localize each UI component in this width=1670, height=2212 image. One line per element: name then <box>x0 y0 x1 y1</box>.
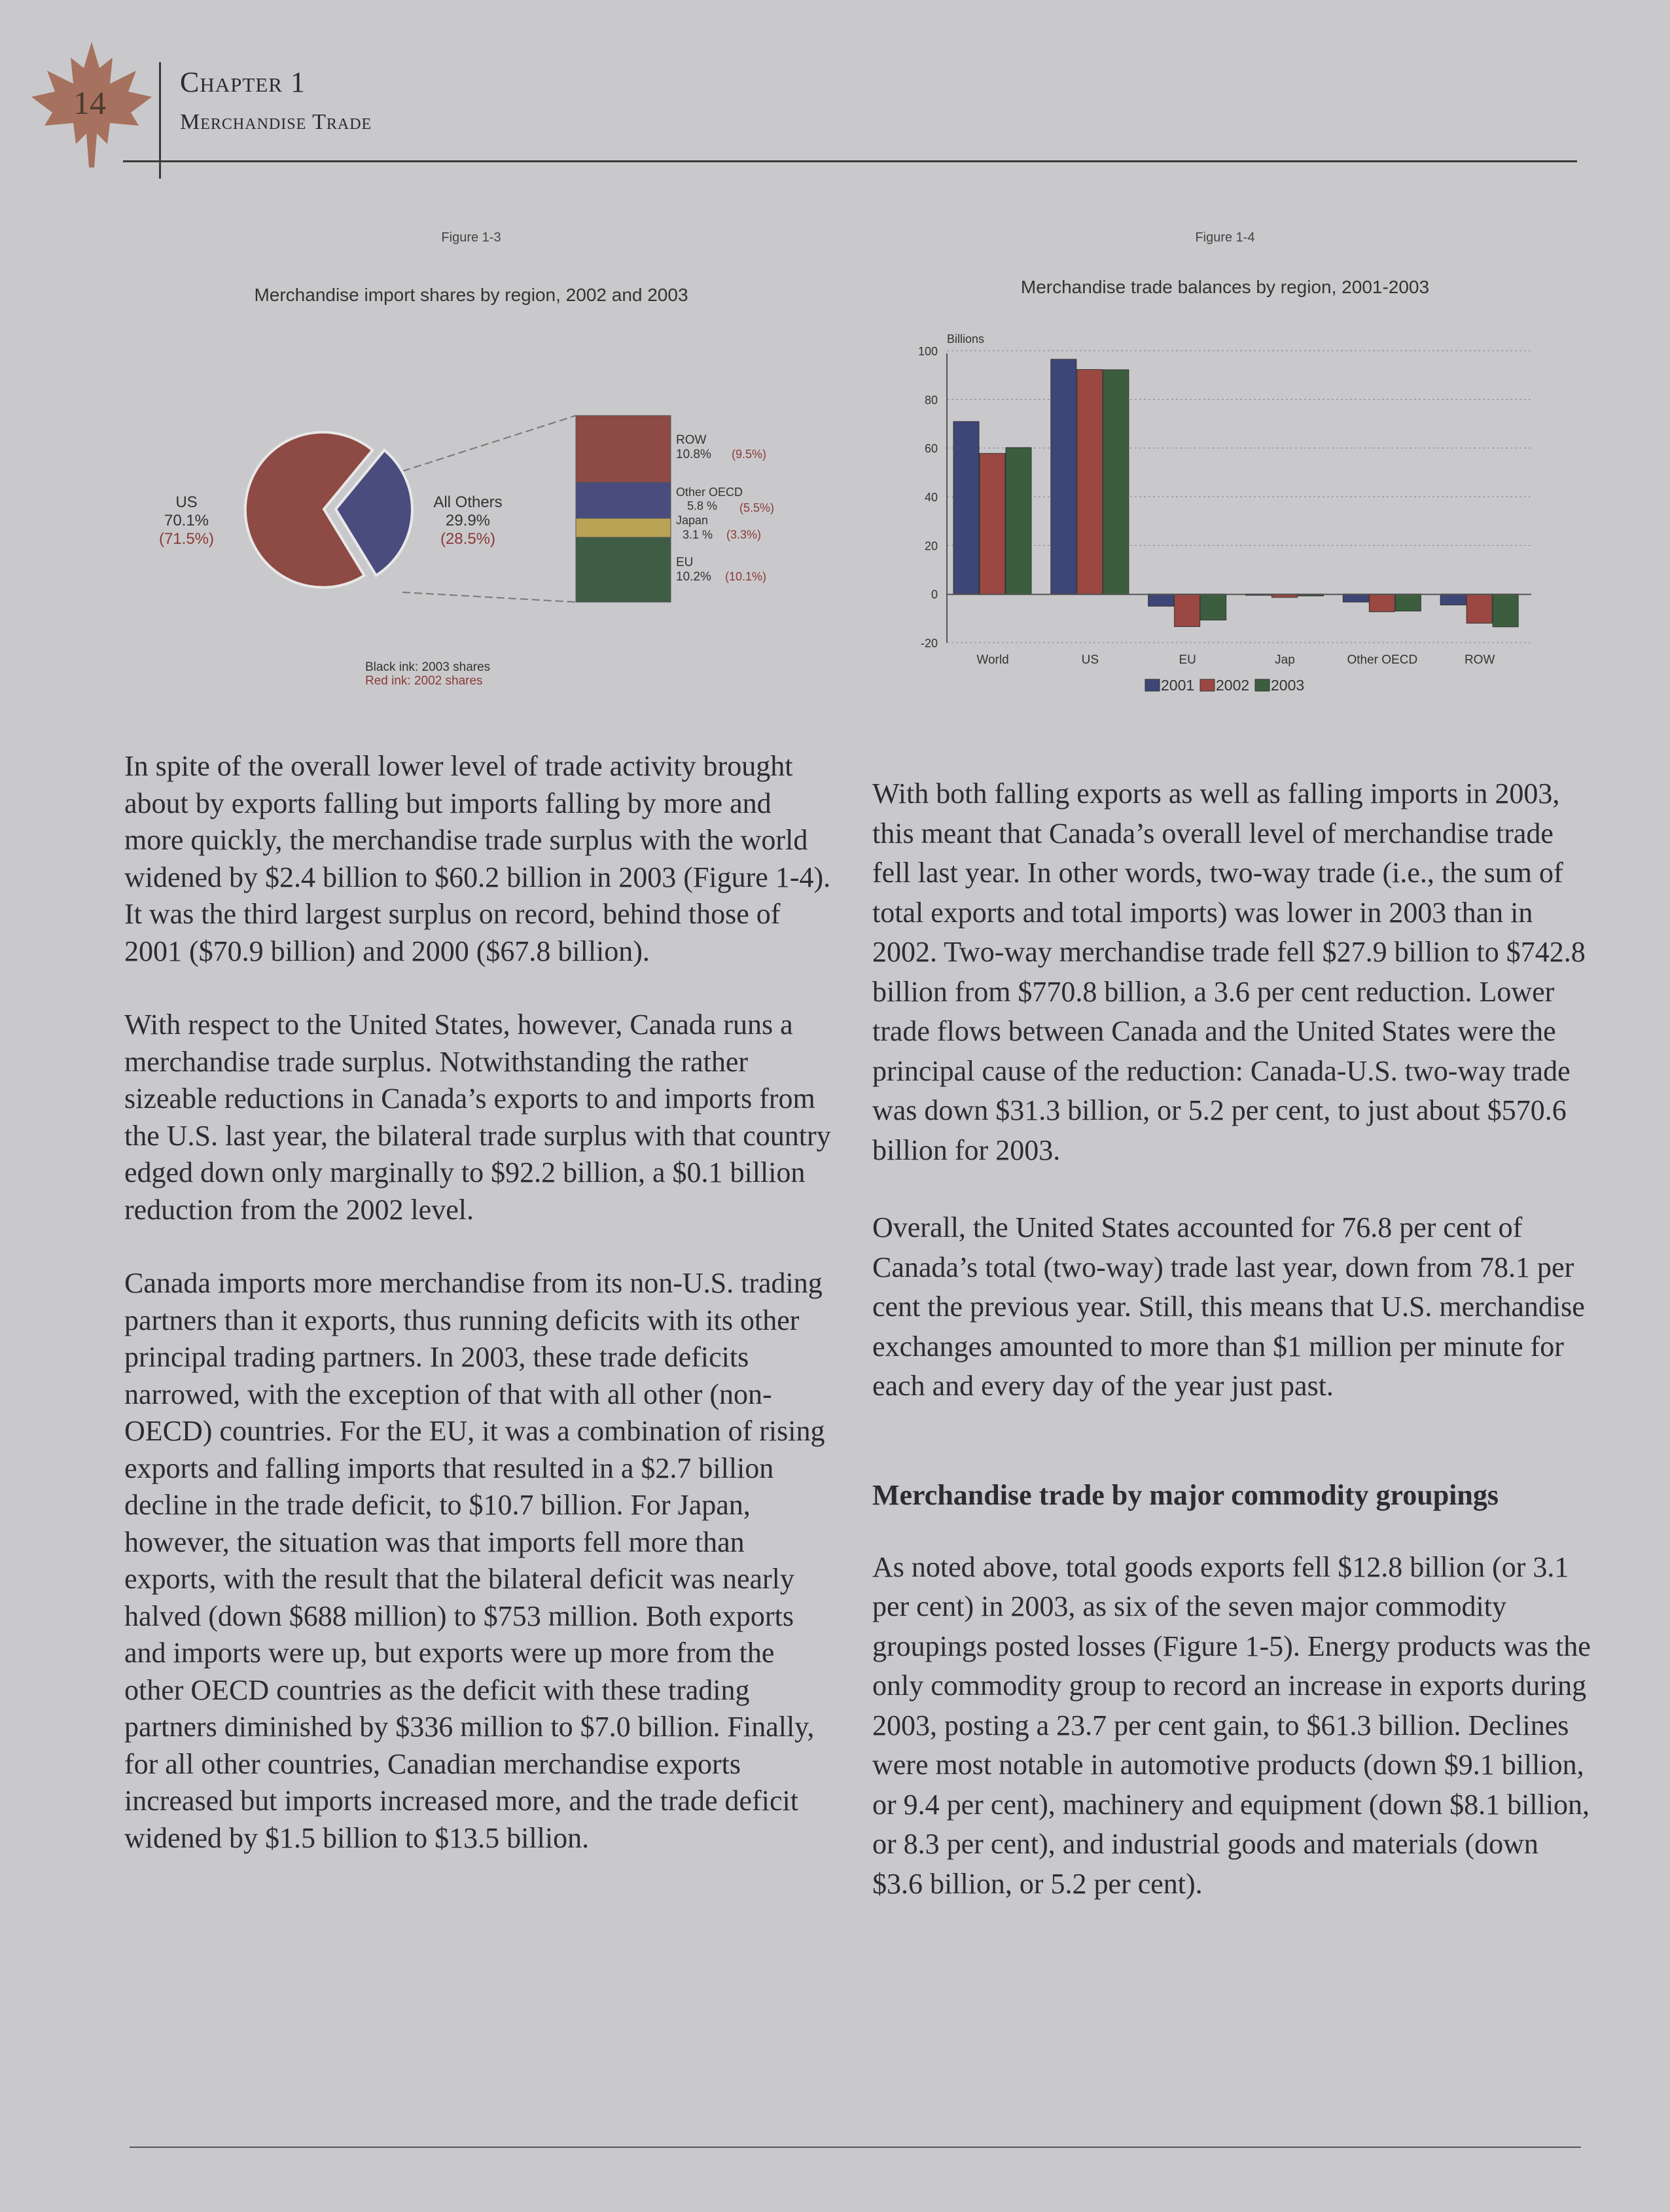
other-oecd-label: Other OECD <box>676 486 743 499</box>
block-row <box>576 416 671 482</box>
legend-swatch-2002 <box>1200 679 1215 691</box>
block-eu <box>576 537 671 602</box>
y-tick-label: -20 <box>920 637 938 650</box>
row-label: ROW <box>676 433 707 447</box>
x-category-label: Other OECD <box>1347 653 1418 667</box>
y-tick-label: 40 <box>924 491 938 504</box>
bar-world-2001 <box>953 421 979 594</box>
legend-label-2001: 2001 <box>1161 677 1195 694</box>
bar-other-oecd-2002 <box>1369 594 1395 612</box>
all-others-label: All Others <box>433 493 503 511</box>
left-paragraph-3: Canada imports more merchandise from its non-U.S. trading partners than it exports, thus running deficits with its other principal trading partners. In 2003, these trade deficits narrowed, with the exception of that with all other (non-OECD) countries. For the EU, it was a combination of rising exports and falling imports that resulted in a $2.7 billion decline in the trade deficit, to $10.7 billion. For Japan, however, the situation was that imports fell more than exports, with the result that the bilateral deficit was nearly halved (down $688 million) to $753 million. Both exports and imports were up, but exports were up more from the other OECD countries as the deficit with these trading partners diminished by $336 million to $7.0 billion. Finally, for all other countries, Canadian merchandise exports increased but imports increased more, and the trade deficit widened by $1.5 billion to $13.5 billion. <box>124 1267 825 1854</box>
bar-us-2001 <box>1051 359 1076 594</box>
legend-swatch-2003 <box>1255 679 1270 691</box>
left-column <box>124 748 831 1857</box>
row-share-2002: (9.5%) <box>732 448 767 461</box>
bar-us-2002 <box>1077 370 1103 594</box>
legend-note-red: Red ink: 2002 shares <box>365 674 483 688</box>
left-paragraph-2: With respect to the United States, however, Canada runs a merchandise trade surplus. Notwithstanding the rather sizeable reductions in Canada’s exports to and imports from the U.S. last year, the bilateral trade surplus with that country edged down only marginally to $92.2 billion, a $0.1 billion reduction from the 2002 level. <box>124 1008 831 1226</box>
bar-world-2002 <box>980 454 1005 594</box>
bar-eu-2002 <box>1175 594 1200 627</box>
us-share-2002: (71.5%) <box>158 530 215 548</box>
x-category-label: US <box>1081 653 1099 667</box>
footer-rule <box>130 2147 1581 2148</box>
japan-share-2003: 3.1 % <box>683 528 713 541</box>
eu-share-2002: (10.1%) <box>725 570 767 583</box>
japan-label: Japan <box>676 514 709 527</box>
page-number: 14 <box>73 84 106 121</box>
header-rule <box>123 160 1577 162</box>
legend-swatch-2001 <box>1145 679 1160 691</box>
all-others-share-2003: 29.9% <box>445 512 491 529</box>
connector-line-bottom <box>402 592 576 602</box>
other-oecd-share-2003: 5.8 % <box>687 499 718 512</box>
y-tick-label: 0 <box>931 588 938 601</box>
block-japan <box>576 518 671 537</box>
x-category-label: Jap <box>1275 653 1295 667</box>
us-share-2003: 70.1% <box>164 512 209 529</box>
figure4-number: Figure 1-4 <box>1195 230 1255 245</box>
y-tick-label: 20 <box>924 539 938 553</box>
y-tick-label: 60 <box>924 442 938 455</box>
y-tick-label: 80 <box>924 393 938 407</box>
y-tick-label: 100 <box>917 345 938 358</box>
bar-row-2001 <box>1440 594 1466 605</box>
other-oecd-share-2002: (5.5%) <box>739 501 775 514</box>
japan-share-2002: (3.3%) <box>726 528 762 541</box>
figure4-title: Merchandise trade balances by region, 2001-2003 <box>1020 277 1430 297</box>
bar-us-2003 <box>1103 370 1129 594</box>
bar-row-2002 <box>1466 594 1492 624</box>
legend-note-black: Black ink: 2003 shares <box>365 660 491 674</box>
bar-world-2003 <box>1006 448 1031 594</box>
chapter-title: Chapter 1 <box>180 66 306 98</box>
figure4-bar-chart <box>897 327 1551 707</box>
bar-eu-2001 <box>1148 594 1174 607</box>
figure3-number: Figure 1-3 <box>441 230 501 245</box>
section-heading: Merchandise trade by major commodity groupings <box>872 1478 1499 1511</box>
bar-other-oecd-2001 <box>1343 594 1368 602</box>
right-column <box>872 774 1592 1904</box>
legend-label-2003: 2003 <box>1271 677 1305 694</box>
right-paragraph-2: Overall, the United States accounted for 76.8 per cent of Canada’s total (two-way) trade last year, down from 78.1 per cent the previous year. Still, this means that U.S. merchandise exchanges amounted to more than $1 million per minute for each and every day of the year just past. <box>872 1211 1585 1402</box>
figure3-pie-chart <box>98 393 851 694</box>
block-other-oecd <box>576 482 671 518</box>
x-category-label: EU <box>1179 653 1196 667</box>
section-paragraph: As noted above, total goods exports fell $12.8 billion (or 3.1 per cent) in 2003, as six of the seven major commodity groupings posted losses (Figure 1-5). Energy products was the only commodity group to record an increase in exports during 2003, posting a 23.7 per cent gain, to $61.3 billion. Declines were most notable in automotive products (down $9.1 billion, or 9.4 per cent), machinery and equipment (down $8.1 billion, or 8.3 per cent), and industrial goods and materials (down $3.6 billion, or 5.2 per cent). <box>872 1550 1591 1900</box>
eu-share-2003: 10.2% <box>676 570 711 584</box>
figure3-title: Merchandise import shares by region, 2002 and 2003 <box>254 285 688 305</box>
right-paragraph-1: With both falling exports as well as falling imports in 2003, this meant that Canada’s overall level of merchandise trade fell last year. In other words, two-way trade (i.e., the sum of total exports and total imports) was lower in 2003 than in 2002. Two-way merchandise trade fell $27.9 billion to $742.8 billion from $770.8 billion, a 3.6 per cent reduction. Lower trade flows between Canada and the United States were the principal cause of the reduction: Canada-U.S. two-way trade was down $31.3 billion, or 5.2 per cent, to just about $570.6 billion for 2003. <box>872 777 1586 1166</box>
row-share-2003: 10.8% <box>676 448 711 461</box>
bar-other-oecd-2003 <box>1395 594 1421 611</box>
x-category-label: World <box>976 653 1009 667</box>
all-others-share-2002: (28.5%) <box>440 530 496 548</box>
y-axis-label: Billions <box>947 332 985 346</box>
chapter-section: Merchandise Trade <box>180 110 372 134</box>
bar-row-2003 <box>1493 594 1518 627</box>
connector-line-top <box>402 416 576 471</box>
us-label: US <box>175 493 198 511</box>
x-category-label: ROW <box>1464 653 1495 667</box>
legend-label-2002: 2002 <box>1216 677 1250 694</box>
left-paragraph-1: In spite of the overall lower level of trade activity brought about by exports falling but imports falling by more and more quickly, the merchandise trade surplus with the world widened by $2.4 billion to $60.2 billion in 2003 (Figure 1-4). It was the third largest surplus on record, behind those of 2001 ($70.9 billion) and 2000 ($67.8 billion). <box>124 750 831 967</box>
eu-label: EU <box>676 556 694 569</box>
bar-eu-2003 <box>1201 594 1226 620</box>
